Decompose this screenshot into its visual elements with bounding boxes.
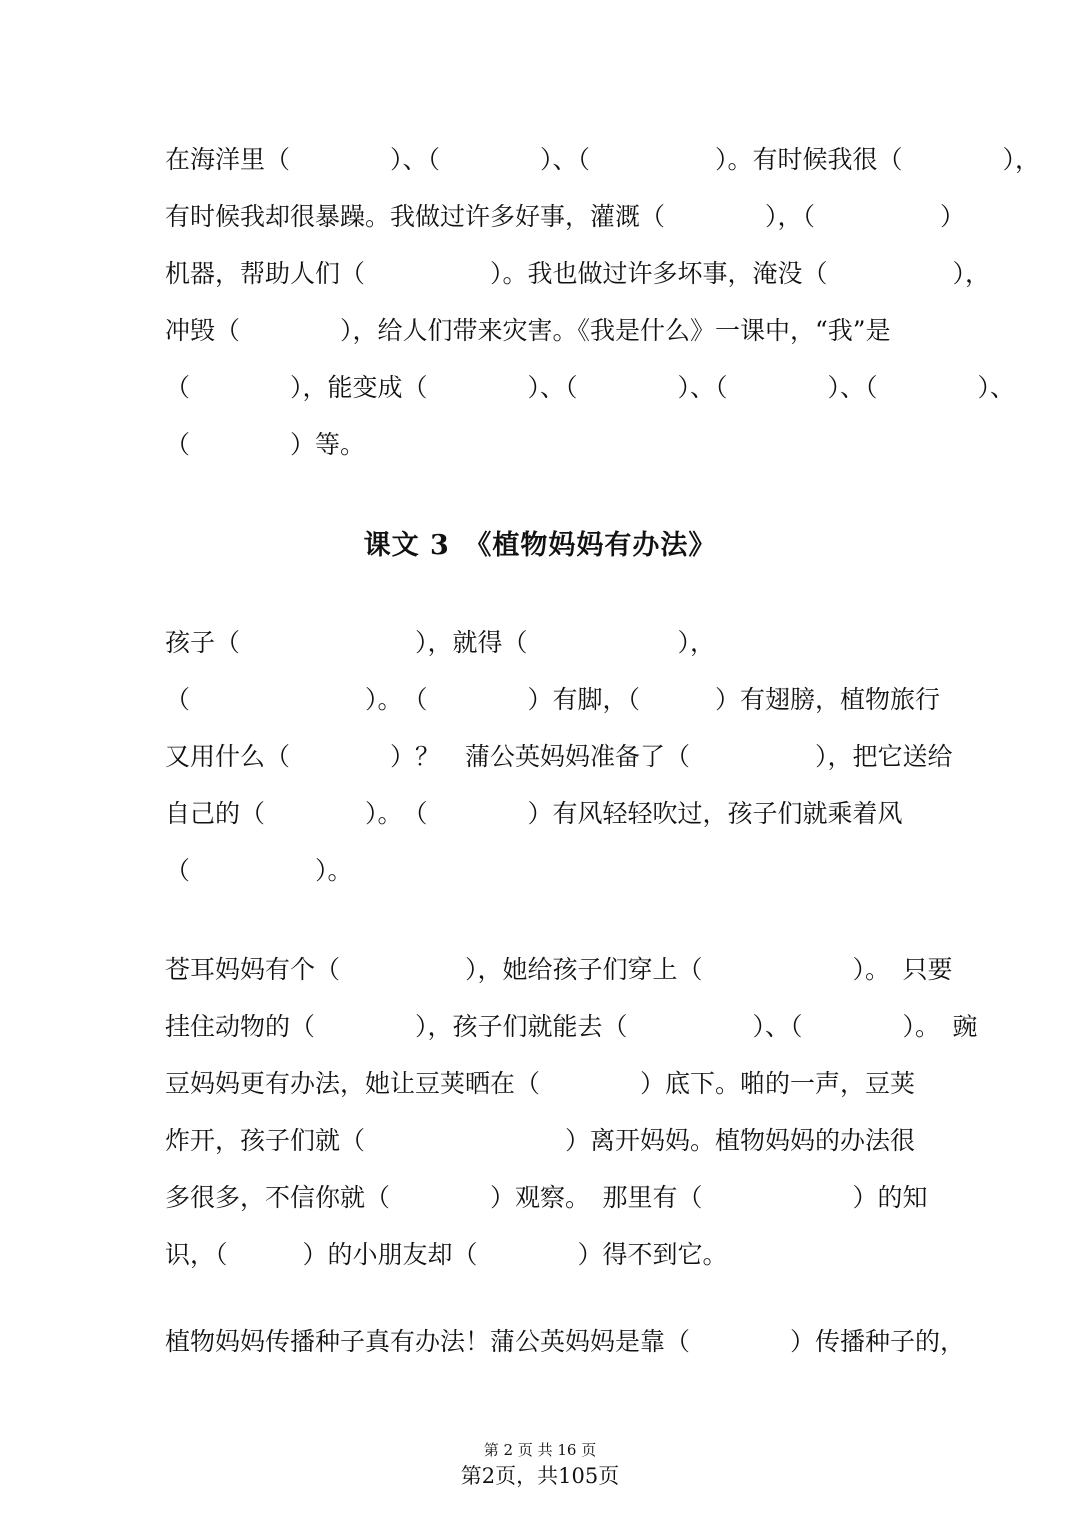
text-line: 植物妈妈传播种子真有办法！蒲公英妈妈是靠（ ）传播种子的， — [165, 1327, 966, 1356]
text-line: 自己的（ ）。 （ ）有风轻轻吹过，孩子们就乘着风 — [165, 799, 903, 828]
page-number-small: 第 2 页 共 16 页 — [483, 1441, 597, 1459]
text-line: （ ），能变成（ ）、（ ）、（ ）、（ ）、 — [165, 373, 1016, 402]
text-line: （ ）。 （ ）有脚，（ ）有翅膀，植物旅行 — [165, 685, 941, 714]
text-line: 在海洋里（ ）、（ ）、（ ）。有时候我很（ ）， — [165, 145, 1041, 174]
text-line: （ ）等。 — [165, 430, 366, 459]
text-line: 孩子（ ），就得（ ）， — [165, 628, 716, 657]
text-line: 机器，帮助人们（ ）。我也做过许多坏事，淹没（ ）， — [165, 259, 991, 288]
text-line: 识，（ ）的小朋友却（ ）得不到它。 — [165, 1240, 728, 1269]
text-line: 冲毁（ ），给人们带来灾害。《我是什么》一课中，“我”是 — [165, 316, 891, 345]
text-line: 多很多，不信你就（ ）观察。 那里有（ ）的知 — [165, 1183, 928, 1212]
text-line: 苍耳妈妈有个（ ），她给孩子们穿上（ ）。 只要 — [165, 955, 953, 984]
text-line: 豆妈妈更有办法，她让豆荚晒在（ ）底下。啪的一声，豆荚 — [165, 1069, 916, 1098]
text-line: 有时候我却很暴躁。我做过许多好事，灌溉（ ），（ ） — [165, 202, 966, 231]
lesson-title: 课文 3 《植物妈妈有办法》 — [363, 530, 717, 561]
text-line: 炸开，孩子们就（ ）离开妈妈。植物妈妈的办法很 — [165, 1126, 916, 1155]
text-line: 又用什么（ ）？ 蒲公英妈妈准备了（ ），把它送给 — [165, 742, 953, 771]
page-number: 第2页，共105页 — [460, 1464, 620, 1488]
text-line: 挂住动物的（ ），孩子们就能去（ ）、（ ）。 豌 — [165, 1012, 978, 1041]
text-line: （ ）。 — [165, 856, 353, 885]
